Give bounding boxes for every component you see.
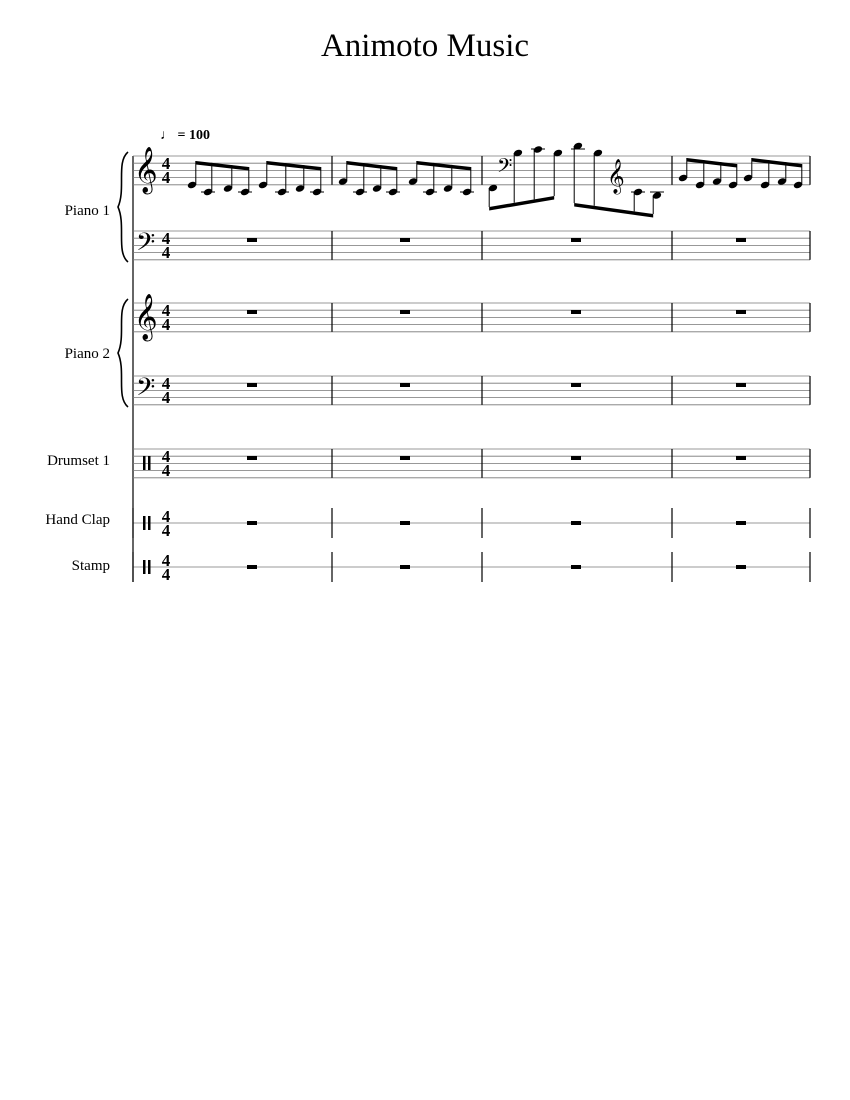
percussion-clef-icon: [148, 560, 151, 574]
whole-rest: [247, 521, 257, 525]
time-signature-numerator: 4: [161, 154, 171, 173]
whole-rest: [247, 238, 257, 242]
treble-clef-icon: 𝄞: [607, 159, 625, 194]
whole-rest: [571, 456, 581, 460]
whole-rest: [736, 456, 746, 460]
whole-rest: [400, 456, 410, 460]
beam: [417, 161, 471, 171]
whole-rest: [400, 310, 410, 314]
whole-rest: [571, 310, 581, 314]
brace: [118, 299, 128, 407]
whole-rest: [571, 238, 581, 242]
whole-rest: [247, 383, 257, 387]
time-signature-denominator: 4: [161, 461, 171, 480]
percussion-clef-icon: [143, 456, 146, 470]
time-signature-numerator: 4: [161, 301, 171, 320]
time-signature-denominator: 4: [161, 168, 171, 187]
beam: [347, 161, 397, 171]
whole-rest: [571, 565, 581, 569]
beam: [574, 203, 653, 218]
brace: [118, 152, 128, 262]
time-signature-denominator: 4: [161, 565, 171, 584]
beam: [267, 161, 321, 171]
instrument-label-piano-2: Piano 2: [64, 346, 110, 362]
tempo-marking: ♩ = 100: [160, 128, 210, 143]
time-signature-numerator: 4: [161, 551, 171, 570]
whole-rest: [400, 383, 410, 387]
whole-rest: [400, 565, 410, 569]
instrument-label-drumset-1: Drumset 1: [47, 453, 110, 469]
beam: [196, 161, 249, 171]
whole-rest: [400, 238, 410, 242]
instrument-label-hand-clap: Hand Clap: [45, 512, 110, 528]
bass-clef-icon: 𝄢: [497, 154, 513, 182]
time-signature-numerator: 4: [161, 229, 171, 248]
whole-rest: [736, 565, 746, 569]
score-title: Animoto Music: [320, 28, 530, 64]
instrument-label-piano-1: Piano 1: [64, 203, 110, 219]
time-signature-numerator: 4: [161, 507, 171, 526]
bass-clef-icon: 𝄢: [136, 373, 156, 408]
beam: [489, 196, 554, 211]
whole-rest: [736, 238, 746, 242]
percussion-clef-icon: [148, 456, 151, 470]
whole-rest: [247, 565, 257, 569]
percussion-clef-icon: [143, 560, 146, 574]
beam: [752, 158, 802, 168]
percussion-clef-icon: [143, 516, 146, 530]
time-signature-numerator: 4: [161, 447, 171, 466]
whole-rest: [247, 456, 257, 460]
percussion-clef-icon: [148, 516, 151, 530]
time-signature-numerator: 4: [161, 374, 171, 393]
time-signature-denominator: 4: [161, 243, 171, 262]
whole-rest: [400, 521, 410, 525]
beam: [687, 158, 737, 168]
whole-rest: [736, 521, 746, 525]
whole-rest: [247, 310, 257, 314]
time-signature-denominator: 4: [161, 315, 171, 334]
bass-clef-icon: 𝄢: [136, 228, 156, 263]
whole-rest: [736, 383, 746, 387]
whole-rest: [571, 521, 581, 525]
time-signature-denominator: 4: [161, 521, 171, 540]
treble-clef-icon: 𝄞: [134, 147, 158, 193]
instrument-label-stamp: Stamp: [71, 558, 110, 574]
treble-clef-icon: 𝄞: [134, 294, 158, 340]
time-signature-denominator: 4: [161, 388, 171, 407]
whole-rest: [571, 383, 581, 387]
whole-rest: [736, 310, 746, 314]
